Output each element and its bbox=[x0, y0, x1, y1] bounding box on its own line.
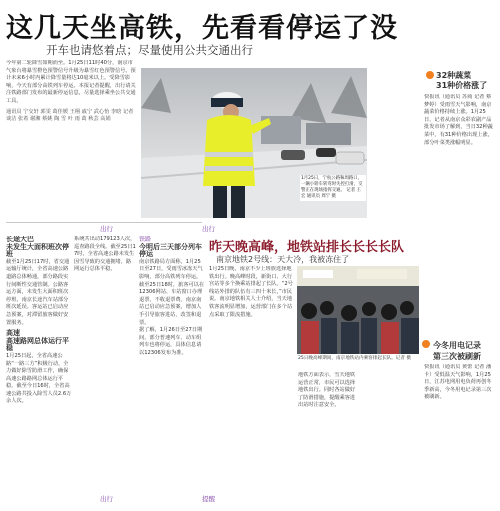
section-heading-bus: 长途大巴 bbox=[6, 236, 34, 243]
lead-paragraph bbox=[6, 60, 137, 152]
divider bbox=[6, 222, 202, 223]
metro-column-2 bbox=[298, 372, 360, 504]
lead-text: 今年第二轮降雪如期而至。1月25日11时40分，南京市气象台将暴雪橙色预警信号升级为暴雪红色预警信号。预计未来6小时内累计降雪量将达10毫米以上。受降雪影响，今天有部分高铁列车停运。本报记者提醒，出行请关注铁路部门发布的最新停运信息，尽量选择乘坐公共交通工具。 bbox=[6, 60, 136, 104]
page-headline: 这几天坐高铁，先看看停运了没 bbox=[6, 13, 398, 44]
section-heading-highway: 高速 bbox=[6, 329, 20, 338]
metro-body-2: 地铁方面表示，雪天地铁运营正常，市民可以选择地铁出行。同时各站做好了防滑措施，提醒乘客进出站时注意安全。 bbox=[298, 372, 356, 409]
power-subheadline: 第三次被刷新 bbox=[433, 352, 481, 361]
mid-column bbox=[139, 236, 205, 504]
section-body-railway-2: 据了解，1月26日至27日期间，部分普速列车、动车组列车也将停运，具体信息请以12306发布为准。 bbox=[139, 327, 203, 356]
metro-body: 1月25日晚，南京不少上班族选择地铁出行。晚高峰时段，新街口、大行宫站等多个换乘站排起了长队。“2号线站外排的队伍有三四十米长，”市民说。南京地铁相关人士介绍，当天地铁客流明显增加，运营部门在多个站点采取了限流措施。 bbox=[209, 266, 293, 318]
metro-photo bbox=[297, 266, 419, 354]
bullet-icon bbox=[422, 340, 430, 348]
section-body-highway: 1月25日起，全省高速公路“一路三方”积极行动，全力做好除雪防滑工作，确保高速公路路网总体运行平稳。截至今日16时，全省高速公路共投入除雪人员2.6万余人次。 bbox=[6, 352, 72, 405]
vegetable-subheadline: 31种价格涨了 bbox=[436, 81, 488, 90]
vegetable-article bbox=[424, 94, 496, 326]
metro-subheadline: 南京地铁2号线：天大冷，我被冻住了 bbox=[216, 255, 350, 264]
footer-tag-left: 出行 bbox=[100, 495, 113, 503]
footer-tag-center: 提醒 bbox=[202, 495, 215, 503]
section-tag-travel: 出行 bbox=[100, 225, 113, 233]
power-body: 快报讯（通讯员 黄蕾 记者 潘卡）受低温天气影响，1月25日，江苏电网用电负荷再创冬季新高，今冬用电记录第三次被刷新。 bbox=[424, 364, 492, 401]
lead-credits: 通讯员 宁交轩 郭雯 葛佳媛 王栩 戚宁 武心怡 李晗 记者 谈洁 张希 谢湘 蔡姚 陶 雪 叶 雨 葛 秋芸 高娟 bbox=[6, 108, 134, 123]
section-heading-railway: 今明后三天部分列车停运 bbox=[139, 242, 202, 259]
left-column-2 bbox=[74, 236, 136, 504]
photo-caption: 1月25日，宁杭公路秣周路口，一辆小轿车转弯时失控打滑，交警正在现场指挥交通。 记者 王宏 通讯员 周宁 摄 bbox=[300, 175, 366, 201]
section-subheading-bus: 未发生大面积班次停班 bbox=[6, 242, 69, 259]
section-body-bus: 截至1月25日17时，省交通运输厅统计，全省高速公路道路总体畅通，部分路段实行间断性交通管制。公路客运方面，未发生大面积班次停班，南京长途汽车站部分班次延误。客运站已启动应急预案，对滞留旅客做好安置服务。 bbox=[6, 258, 70, 326]
section-subheading-highway: 高速路网总体运行平稳 bbox=[6, 336, 69, 353]
section-tag-railway: 铁路 bbox=[139, 236, 152, 243]
vegetable-body: 快报讯（通讯员 苏商 记者 蔡梦婷）受雨雪天气影响，南京蔬菜价格持续上涨。1月25日，记者从南京众彩农副产品批发市场了解到，当日32种蔬菜中，有31种价格出现上涨，部分叶菜类涨幅明显。 bbox=[424, 94, 493, 146]
section-body-railway: 南京铁路局方面称，1月25日至27日，受雨雪冰冻天气影响，部分高铁列车停运。截至25日18时，旅客可以在12306网站、车站窗口办理退票，不收退票费。南京南站已启动应急预案，增加人手引导旅客进站、改签和退票。 bbox=[139, 258, 205, 326]
subway-crowd-photo bbox=[297, 266, 419, 354]
metro-photo-caption: 25日晚高峰期间，南京地铁站内乘客排起长队。记者 摄 bbox=[298, 356, 411, 361]
page-subheadline: 开车也请悠着点；尽量使用公共交通出行 bbox=[46, 43, 253, 57]
left-column bbox=[6, 236, 72, 504]
power-headline: 今冬用电记录 bbox=[433, 341, 481, 350]
section-body-highway-2: 系统共出动179123人次，巡查路段全线。截至25日17时，全省高速公路未发生因雪导致的交通拥堵，路网运行总体平稳。 bbox=[74, 236, 136, 273]
vegetable-headline: 32种蔬菜 bbox=[436, 71, 472, 80]
section-tag-center: 出行 bbox=[202, 225, 215, 233]
metro-column-1 bbox=[209, 266, 294, 504]
bullet-icon bbox=[426, 71, 434, 79]
power-article bbox=[424, 364, 496, 504]
metro-headline: 昨天晚高峰，地铁站排长长长长队 bbox=[209, 240, 405, 255]
